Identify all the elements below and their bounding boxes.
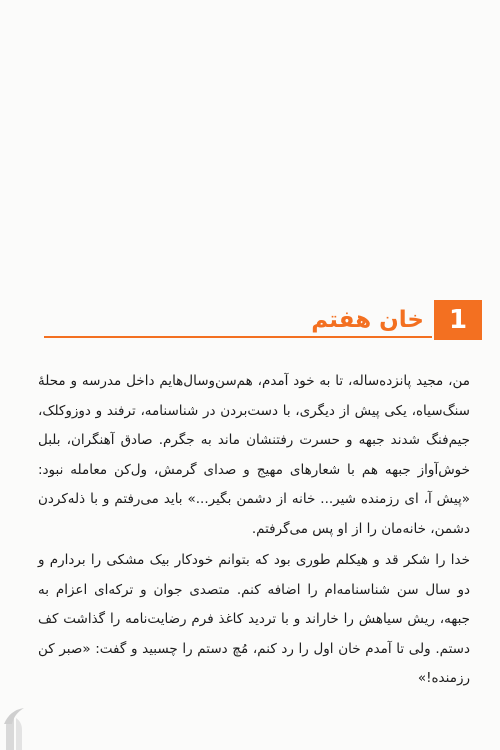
publisher-logo-icon (0, 706, 34, 750)
chapter-body (38, 367, 470, 694)
chapter-header (44, 300, 482, 342)
chapter-number-badge: 1 (434, 300, 482, 340)
paragraph: خدا را شکر قد و هیکلم طوری بود که بتوانم خودکار بیک مشکی را بردارم و دو سال سن شناسنامه‌ام را اضافه کنم. متصدی جوان و ترکه‌ای اعزام به جبهه، ریش سیاهش را خاراند و با تردید کاغذ فرم رضایت‌نامه را گذاشت کف دستم. ولی تا آمدم خان اول را رد کنم، مُچ دستم را چسبید و گفت: «صبر کن رزمنده!» (38, 552, 470, 686)
paragraph: من، مجید پانزده‌ساله، تا به خود آمدم، هم‌سن‌وسال‌هایم داخل مدرسه و محلهٔ سنگ‌سیاه، یکی پیش از دیگری، با دست‌بردن در شناسنامه، ترفند و دوزوکلک، جیم‌فنگ شدند جبهه و حسرت رفتنشان ماند به جگرم. صادق آهنگران، بلبل خوش‌آواز جبهه هم با شعارهای مهیج و صدای گرمش، ول‌کن معامله نبود: «پیش آ، ای رزمنده شیر... خانه از دشمن بگیر...» باید می‌رفتم و با ذله‌کردن دشمن، خانه‌مان را از او پس می‌گرفتم. (38, 373, 470, 537)
chapter-title: خان هفتم (311, 307, 424, 333)
